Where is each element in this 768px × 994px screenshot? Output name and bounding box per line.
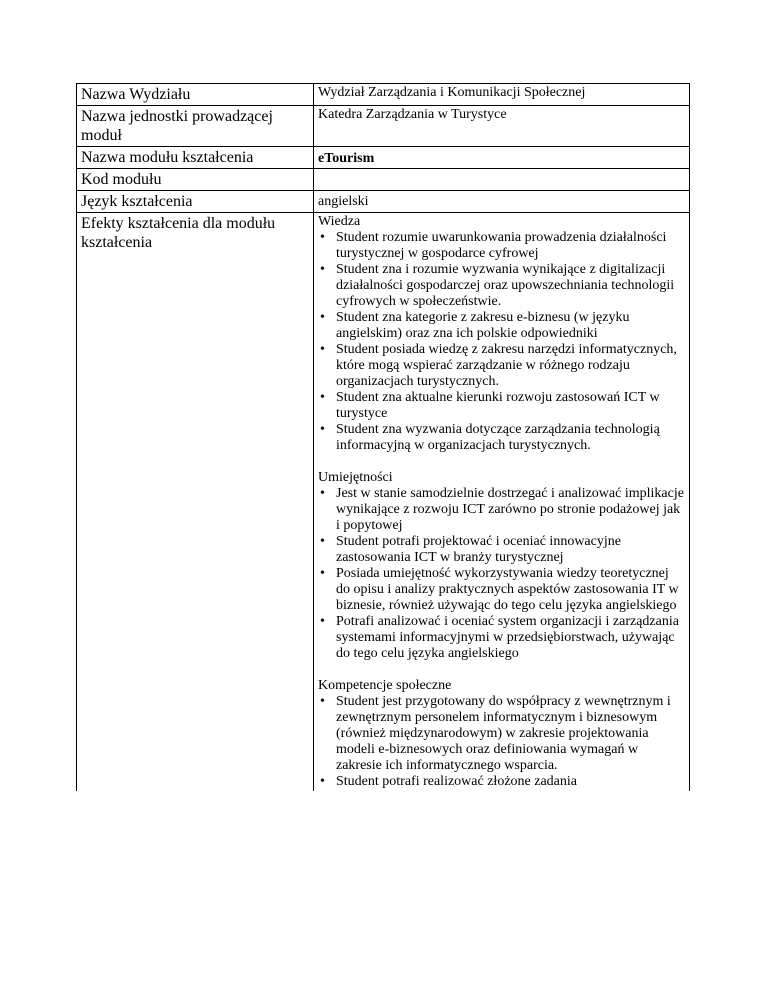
table-row <box>77 169 690 191</box>
list-item: • Student zna wyzwania dotyczące zarządzania technologią informacyjną w organizacjach turystycznych. <box>336 422 685 454</box>
learning-outcomes-cell <box>314 213 690 792</box>
table-row <box>77 147 690 169</box>
table-row <box>77 84 690 106</box>
value-module-name: eTourism <box>318 151 375 166</box>
knowledge-list <box>318 230 685 454</box>
section-skills <box>318 470 685 662</box>
table-row <box>77 213 690 792</box>
label-learning-outcomes: Efekty kształcenia dla modułu kształcenia <box>77 213 314 792</box>
label-module-code: Kod modułu <box>77 169 314 191</box>
list-item: • Student jest przygotowany do współpracy z wewnętrznym i zewnętrznym personelem informatycznym i biznesowym (również międzynarodowym) w zakresie projektowania modeli e-biznesowych oraz definiowania wymagań w zakresie ich informatycznego wsparcia. <box>336 694 685 774</box>
section-title-social-competences: Kompetencje społeczne <box>318 678 452 693</box>
value-faculty-name: Wydział Zarządzania i Komunikacji Społecznej <box>314 84 690 106</box>
list-item: • Student zna i rozumie wyzwania wynikające z digitalizacji działalności gospodarczej oraz upowszechniania technologii cyfrowych w społeczeństwie. <box>336 262 685 310</box>
value-language: angielski <box>314 191 690 213</box>
label-unit-name: Nazwa jednostki prowadzącej moduł <box>77 106 314 147</box>
list-item: • Student zna kategorie z zakresu e-biznesu (w języku angielskim) oraz zna ich polskie odpowiedniki <box>336 310 685 342</box>
value-unit-name: Katedra Zarządzania w Turystyce <box>314 106 690 147</box>
section-knowledge <box>318 214 685 454</box>
label-faculty-name: Nazwa Wydziału <box>77 84 314 106</box>
list-item: • Student posiada wiedzę z zakresu narzędzi informatycznych, które mogą wspierać zarządzanie w różnego rodzaju organizacjach turystycznych. <box>336 342 685 390</box>
list-item: • Posiada umiejętność wykorzystywania wiedzy teoretycznej do opisu i analizy praktycznych aspektów zastosowania IT w biznesie, również używając do tego celu języka angielskiego <box>336 566 685 614</box>
module-description-table <box>76 83 690 791</box>
list-item: • Potrafi analizować i oceniać system organizacji i zarządzania systemami informacyjnymi w przedsiębiorstwach, używając do tego celu języka angielskiego <box>336 614 685 662</box>
skills-list <box>318 486 685 662</box>
section-title-skills: Umiejętności <box>318 470 393 485</box>
list-item: • Student rozumie uwarunkowania prowadzenia działalności turystycznej w gospodarce cyfrowej <box>336 230 685 262</box>
social-competences-list <box>318 694 685 790</box>
value-module-code <box>314 169 690 191</box>
list-item: • Student potrafi realizować złożone zadania <box>336 774 685 790</box>
label-language: Język kształcenia <box>77 191 314 213</box>
table-row <box>77 191 690 213</box>
list-item: • Student zna aktualne kierunki rozwoju zastosowań ICT w turystyce <box>336 390 685 422</box>
list-item: • Student potrafi projektować i oceniać innowacyjne zastosowania ICT w branży turystycznej <box>336 534 685 566</box>
section-social-competences <box>318 678 685 790</box>
label-module-name: Nazwa modułu kształcenia <box>77 147 314 169</box>
section-title-knowledge: Wiedza <box>318 214 361 229</box>
list-item: • Jest w stanie samodzielnie dostrzegać i analizować implikacje wynikające z rozwoju ICT zarówno po stronie podażowej jak i popytowej <box>336 486 685 534</box>
table-row <box>77 106 690 147</box>
